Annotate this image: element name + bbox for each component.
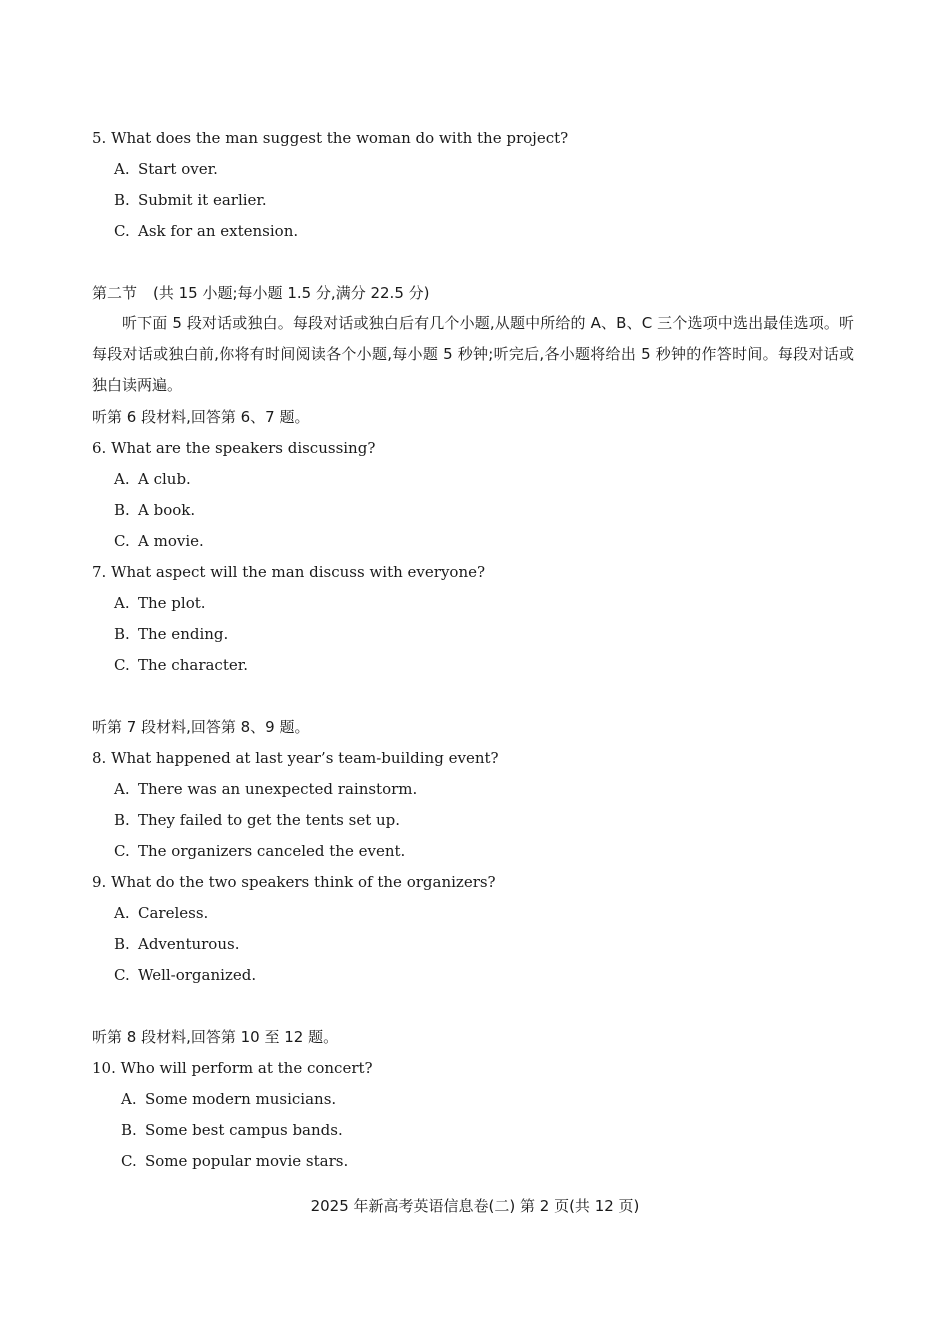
- question-7-stem: 7. What aspect will the man discuss with everyone?: [92, 563, 486, 581]
- option-text: They failed to get the tents set up.: [138, 811, 401, 829]
- option-text: Well-organized.: [138, 966, 257, 984]
- option-text: The plot.: [138, 594, 206, 612]
- question-5-stem: 5. What does the man suggest the woman do with the project?: [92, 129, 569, 147]
- question-9-stem: 9. What do the two speakers think of the organizers?: [92, 873, 496, 891]
- question-8-option-b: [114, 810, 400, 830]
- question-9-option-a: [114, 903, 208, 923]
- option-letter: A.: [114, 904, 130, 922]
- material-7-header: 听第 7 段材料,回答第 8、9 题。: [92, 718, 310, 736]
- question-5-option-a: [114, 159, 218, 179]
- question-6-stem: 6. What are the speakers discussing?: [92, 439, 376, 457]
- question-8-option-a: [114, 779, 417, 799]
- question-9-option-b: [114, 934, 239, 954]
- option-text: Some popular movie stars.: [145, 1152, 349, 1170]
- option-letter: B.: [114, 625, 130, 643]
- option-letter: B.: [114, 811, 130, 829]
- question-9-option-c: [114, 965, 256, 985]
- option-letter: C.: [114, 842, 130, 860]
- option-letter: A.: [114, 594, 130, 612]
- question-7-option-b: [114, 624, 228, 644]
- question-10-option-c: [121, 1151, 348, 1171]
- question-7-option-c: [114, 655, 248, 675]
- question-6-option-a: [114, 469, 191, 489]
- question-5-option-c: [114, 221, 298, 241]
- option-letter: A.: [114, 160, 130, 178]
- option-text: A movie.: [138, 532, 204, 550]
- option-text: Ask for an extension.: [138, 222, 299, 240]
- option-text: Careless.: [138, 904, 209, 922]
- option-letter: A.: [121, 1090, 137, 1108]
- option-letter: C.: [114, 966, 130, 984]
- option-letter: C.: [114, 656, 130, 674]
- question-7-option-a: [114, 593, 206, 613]
- question-6-option-c: [114, 531, 204, 551]
- option-text: Start over.: [138, 160, 218, 178]
- question-10-option-a: [121, 1089, 336, 1109]
- option-text: There was an unexpected rainstorm.: [138, 780, 418, 798]
- option-text: A book.: [138, 501, 196, 519]
- option-letter: B.: [114, 935, 130, 953]
- question-8-stem: 8. What happened at last year’s team-building event?: [92, 749, 499, 767]
- question-10-option-b: [121, 1120, 343, 1140]
- option-text: Some modern musicians.: [145, 1090, 337, 1108]
- question-5-option-b: [114, 190, 267, 210]
- option-letter: C.: [121, 1152, 137, 1170]
- option-text: A club.: [138, 470, 191, 488]
- option-letter: A.: [114, 780, 130, 798]
- option-letter: B.: [114, 501, 130, 519]
- section-2-detail: (共 15 小题;每小题 1.5 分,满分 22.5 分): [153, 284, 430, 302]
- question-8-option-c: [114, 841, 405, 861]
- option-letter: B.: [114, 191, 130, 209]
- section-2-heading: [92, 283, 430, 303]
- option-text: Submit it earlier.: [138, 191, 267, 209]
- material-6-header: 听第 6 段材料,回答第 6、7 题。: [92, 408, 310, 426]
- section-2-instructions: 听下面 5 段对话或独白。每段对话或独白后有几个小题,从题中所给的 A、B、C 三个选项中选出最佳选项。听每段对话或独白前,你将有时间阅读各个小题,每小题 5 秒钟;听完后,各小题将给出 5 秒钟的作答时间。每段对话或独白读两遍。: [92, 314, 854, 394]
- option-text: The character.: [138, 656, 249, 674]
- section-2-title: 第二节: [92, 284, 138, 302]
- material-8-header: 听第 8 段材料,回答第 10 至 12 题。: [92, 1028, 339, 1046]
- option-letter: C.: [114, 532, 130, 550]
- option-letter: C.: [114, 222, 130, 240]
- question-10-stem: 10. Who will perform at the concert?: [92, 1059, 373, 1077]
- option-letter: B.: [121, 1121, 137, 1139]
- option-letter: A.: [114, 470, 130, 488]
- question-6-option-b: [114, 500, 195, 520]
- page-footer: 2025 年新高考英语信息卷(二) 第 2 页(共 12 页): [310, 1197, 640, 1215]
- option-text: Adventurous.: [138, 935, 240, 953]
- option-text: Some best campus bands.: [145, 1121, 343, 1139]
- option-text: The organizers canceled the event.: [138, 842, 406, 860]
- option-text: The ending.: [138, 625, 229, 643]
